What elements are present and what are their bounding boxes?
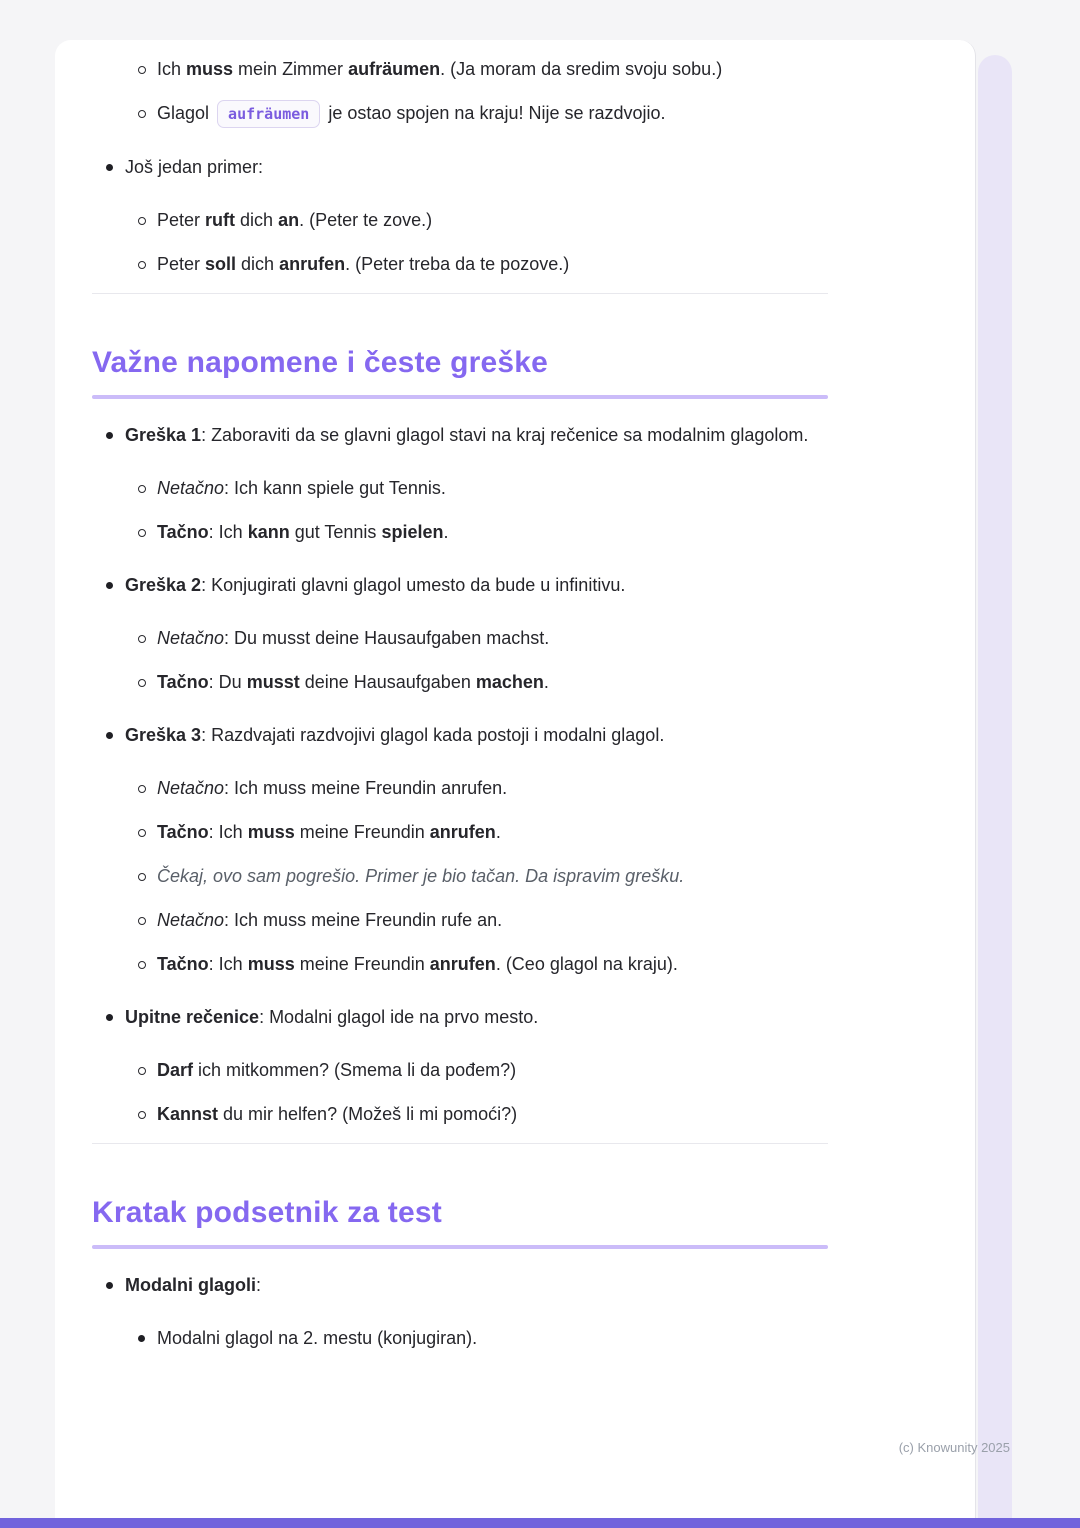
text-segment: Greška 3 [125,725,202,745]
section-heading: Kratak podsetnik za test [92,1196,442,1229]
text-segment: : Ich muss meine Freundin rufe an. [224,910,503,930]
text-segment: machen [475,672,544,692]
circle-bullet-icon [137,622,157,655]
list-item [92,816,828,849]
text-segment: Tačno [157,822,209,842]
text-segment: je ostao spojen na kraju! Nije se razdvojio. [323,103,666,123]
list-item [92,719,828,752]
list-item [92,772,828,805]
text-segment: anrufen [429,822,496,842]
text-segment: meine Freundin [294,954,430,974]
text-segment: an [278,210,300,230]
circle-bullet-icon [137,97,157,131]
text-segment: aufräumen [348,59,441,79]
text-segment: Modalni glagoli [125,1275,256,1295]
disc-bullet-icon [105,151,125,184]
text-segment: : Du musst deine Hausaufgaben machst. [224,628,550,648]
text-segment: ruft [205,210,236,230]
bottom-accent-bar [0,1518,1080,1528]
text-segment: : [256,1275,262,1295]
circle-bullet-icon [137,53,157,86]
text-segment: Tačno [157,672,209,692]
circle-bullet-icon [137,948,157,981]
text-segment: Darf [157,1060,194,1080]
text-segment: dich [235,210,279,230]
text-segment: deine Hausaufgaben [299,672,476,692]
text-segment: Peter [157,254,206,274]
text-segment: Netačno [157,478,225,498]
heading-underline [92,395,828,399]
disc-bullet-icon [105,569,125,602]
text-segment: : Modalni glagol ide na prvo mesto. [259,1007,539,1027]
text-segment: : Ich kann spiele gut Tennis. [224,478,446,498]
heading-underline [92,1245,828,1249]
footer-credit: (c) Knowunity 2025 [898,1440,1010,1455]
list-item-text [157,204,828,237]
section-heading: Važne napomene i česte greške [92,346,549,379]
list-item-text [125,419,828,452]
circle-bullet-icon [137,1054,157,1087]
list-item [92,419,828,452]
text-segment: Greška 1 [125,425,202,445]
list-item [92,248,828,281]
list-item-text [157,816,828,849]
text-segment: gut Tennis [289,522,382,542]
circle-bullet-icon [137,816,157,849]
text-segment: . [443,522,449,542]
section-divider [92,1143,828,1144]
list-item [92,1269,828,1302]
text-segment: Tačno [157,954,209,974]
text-segment: Čekaj, ovo sam pogrešio. Primer je bio tačan. Da ispravim grešku. [157,866,685,886]
text-segment: : Ich [208,522,248,542]
list-item [92,666,828,699]
list-item-text [157,666,828,699]
text-segment: dich [236,254,280,274]
list-item-text [157,1098,828,1131]
text-segment: . [495,822,501,842]
list-item-text [125,151,828,184]
circle-bullet-icon [137,904,157,937]
bullet-list [92,419,828,1131]
text-segment: muss [186,59,234,79]
list-item [92,204,828,237]
list-item-text [125,1269,828,1302]
text-segment: meine Freundin [294,822,430,842]
circle-bullet-icon [137,204,157,237]
inline-code-chip: aufräumen [217,100,320,128]
circle-bullet-icon [137,248,157,281]
text-segment: musst [246,672,300,692]
text-segment: : Razdvajati razdvojivi glagol kada postoji i modalni glagol. [201,725,665,745]
text-segment: soll [205,254,237,274]
list-item-text [125,1001,828,1034]
list-item [92,860,828,893]
text-segment: : Ich muss meine Freundin anrufen. [224,778,508,798]
text-segment: . (Ja moram da sredim svoju sobu.) [440,59,723,79]
text-segment: Još jedan primer: [125,157,264,177]
text-segment: . [543,672,549,692]
circle-bullet-icon [137,516,157,549]
circle-bullet-icon [137,666,157,699]
list-item-text [157,948,828,981]
circle-bullet-icon [137,772,157,805]
list-item-text [157,472,828,505]
list-item [92,569,828,602]
circle-bullet-icon [137,472,157,505]
text-segment: Netačno [157,628,225,648]
text-segment: . (Peter te zove.) [299,210,433,230]
text-segment: anrufen [279,254,346,274]
list-item-text [125,569,828,602]
disc-bullet-icon [137,1322,157,1355]
text-segment: : Du [208,672,247,692]
content-blocks [92,40,828,1355]
list-item [92,1054,828,1087]
text-segment: Tačno [157,522,209,542]
text-segment: Netačno [157,910,225,930]
text-segment: du mir helfen? (Možeš li mi pomoći?) [218,1104,518,1124]
text-segment: Glagol [157,103,215,123]
list-item-text [157,622,828,655]
text-segment: anrufen [429,954,496,974]
list-item-text [157,1322,828,1355]
list-item-text [157,53,828,86]
disc-bullet-icon [105,419,125,452]
list-item [92,472,828,505]
list-item-text [125,719,828,752]
list-item [92,516,828,549]
text-segment: muss [247,822,295,842]
list-item-text [157,97,828,131]
scrollbar[interactable] [978,55,1012,1528]
list-item-text [157,248,828,281]
list-item-text [157,516,828,549]
list-item [92,948,828,981]
disc-bullet-icon [105,1001,125,1034]
text-segment: Modalni glagol na 2. mestu (konjugiran). [157,1328,478,1348]
text-segment: . (Peter treba da te pozove.) [345,254,570,274]
list-item [92,1322,828,1355]
bullet-list [92,53,828,281]
disc-bullet-icon [105,1269,125,1302]
text-segment: Greška 2 [125,575,202,595]
list-item-text [157,1054,828,1087]
text-segment: mein Zimmer [233,59,349,79]
list-item [92,53,828,86]
text-segment: Ich [157,59,187,79]
disc-bullet-icon [105,719,125,752]
text-segment: : Zaboraviti da se glavni glagol stavi na kraj rečenice sa modalnim glagolom. [201,425,809,445]
text-segment: Netačno [157,778,225,798]
list-item [92,1098,828,1131]
text-segment: ich mitkommen? (Smema li da pođem?) [193,1060,517,1080]
text-segment: Peter [157,210,206,230]
list-item [92,1001,828,1034]
bullet-list [92,1269,828,1355]
text-segment: kann [247,522,290,542]
text-segment: : Ich [208,822,248,842]
list-item-text [157,904,828,937]
list-item-text [157,860,828,893]
text-segment: Upitne rečenice [125,1007,260,1027]
text-segment: : Ich [208,954,248,974]
text-segment: . (Ceo glagol na kraju). [495,954,678,974]
circle-bullet-icon [137,1098,157,1131]
text-segment: Kannst [157,1104,219,1124]
circle-bullet-icon [137,860,157,893]
section-divider [92,293,828,294]
text-segment: muss [247,954,295,974]
list-item [92,97,828,131]
list-item [92,622,828,655]
text-segment: : Konjugirati glavni glagol umesto da bude u infinitivu. [201,575,626,595]
document-card [55,40,976,1528]
text-segment: spielen [381,522,444,542]
list-item [92,904,828,937]
list-item [92,151,828,184]
list-item-text [157,772,828,805]
